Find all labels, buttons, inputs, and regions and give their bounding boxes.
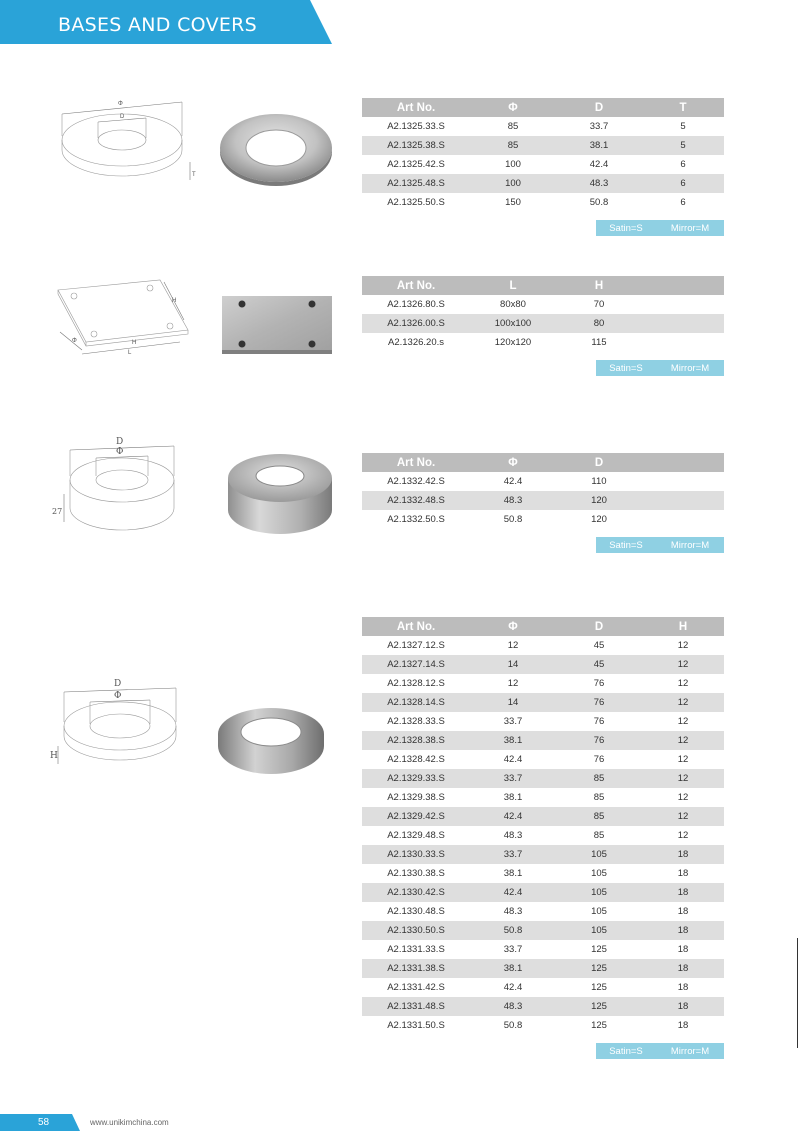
drawing-label-h: 27 [52,507,63,516]
table-cell: 110 [591,476,607,487]
table-cell: 85 [593,811,605,822]
mirror-label: Mirror=M [670,222,710,234]
drawing-label-h2: H [132,340,137,346]
table-row [362,845,724,864]
table-cell: 14 [507,659,519,670]
table-header-row [362,617,724,636]
table-cell: 125 [591,1020,607,1031]
page-title: BASES AND COVERS [58,14,258,36]
table-cell: A2.1327.14.S [387,659,445,670]
table-cell: A2.1325.38.S [387,140,445,151]
table-cell: A2.1332.48.S [387,495,445,506]
table-cell: 33.7 [589,121,609,132]
table-row [362,940,724,959]
table-cell: 18 [677,963,689,974]
table-cell: 18 [677,1020,689,1031]
table-cell: A2.1327.12.S [387,640,445,651]
table-cell: 125 [591,963,607,974]
col-header: Art No. [396,101,436,114]
table-cell: 120 [591,495,607,506]
table-cell: 18 [677,906,689,917]
table-cell: 18 [677,982,689,993]
col-header: Art No. [396,279,436,292]
col-header: Art No. [396,620,436,633]
table-row [362,731,724,750]
table-cell: 6 [680,159,686,170]
table-cell: 120x120 [494,337,532,348]
table-row [362,807,724,826]
table-row [362,902,724,921]
table-cell: 12 [677,716,689,727]
satin-label: Satin=S [609,1045,643,1057]
table-cell: A2.1332.42.S [387,476,445,487]
flat-cover-photo [214,706,328,778]
table-row [362,333,724,352]
mirror-label: Mirror=M [670,539,710,551]
col-header: Φ [508,456,518,469]
table-cell: A2.1330.42.S [387,887,445,898]
table-cell: 76 [593,735,605,746]
drawing-label-t: T [192,172,196,178]
table-cell: 42.4 [503,476,523,487]
table-cell: 85 [593,792,605,803]
table-cell: 85 [507,121,519,132]
table-cell: 76 [593,754,605,765]
table-cell: 14 [507,697,519,708]
table-cell: 12 [507,640,519,651]
table-cell: 125 [591,1001,607,1012]
table-cell: 12 [677,640,689,651]
table-cell: A2.1328.42.S [387,754,445,765]
finish-legend [596,360,724,376]
table-row [362,978,724,997]
table-cell: 33.7 [503,716,523,727]
table-cell: 100 [505,159,521,170]
spec-table-4 [362,617,724,1035]
table-row [362,883,724,902]
table-row [362,750,724,769]
table-row [362,636,724,655]
drawing-label-phi: Φ [118,101,123,107]
table-cell: 105 [591,906,607,917]
table-row [362,193,724,212]
table-cell: 45 [593,659,605,670]
table-cell: 85 [507,140,519,151]
table-cell: 105 [591,849,607,860]
table-cell: 12 [677,792,689,803]
base-plate-drawing [52,92,202,192]
table-cell: 50.8 [503,925,523,936]
table-cell: 50.8 [589,197,609,208]
table-row [362,491,724,510]
table-cell: 12 [677,811,689,822]
table-cell: A2.1332.50.S [387,514,445,525]
satin-label: Satin=S [609,222,643,234]
table-cell: A2.1331.42.S [387,982,445,993]
finish-legend [596,537,724,553]
table-row [362,921,724,940]
table-cell: A2.1331.48.S [387,1001,445,1012]
table-cell: 80x80 [500,299,526,310]
drawing-label-h: H [172,298,177,304]
col-header: Art No. [396,456,436,469]
table-cell: 12 [677,773,689,784]
table-cell: 85 [593,830,605,841]
table-cell: 115 [591,337,607,348]
satin-label: Satin=S [609,362,643,374]
table-cell: 42.4 [503,754,523,765]
table-cell: 48.3 [503,1001,523,1012]
table-cell: 12 [677,659,689,670]
table-cell: 12 [677,697,689,708]
table-cell: 42.4 [589,159,609,170]
table-row [362,693,724,712]
finish-legend [596,220,724,236]
table-cell: 50.8 [503,514,523,525]
base-plate-photo [216,110,336,190]
table-cell: 76 [593,678,605,689]
table-cell: 48.3 [589,178,609,189]
table-cell: A2.1326.80.S [387,299,445,310]
table-row [362,959,724,978]
col-header: D [594,456,604,469]
table-cell: 5 [680,140,686,151]
table-cell: 125 [591,944,607,955]
table-cell: 33.7 [503,944,523,955]
table-cell: 85 [593,773,605,784]
website-link[interactable]: www.unikimchina.com [90,1118,169,1127]
table-row [362,826,724,845]
table-cell: A2.1326.00.S [387,318,445,329]
table-cell: 45 [593,640,605,651]
col-header: H [594,279,604,292]
table-row [362,314,724,333]
table-cell: 150 [505,197,521,208]
table-cell: 105 [591,887,607,898]
table-cell: 6 [680,178,686,189]
table-cell: A2.1326.20.s [388,337,444,348]
table-cell: 18 [677,849,689,860]
table-cell: 48.3 [503,830,523,841]
table-cell: A2.1329.33.S [387,773,445,784]
table-cell: 33.7 [503,849,523,860]
drawing-label-h: H [50,751,58,761]
flat-cover-drawing [50,672,200,782]
drawing-label-d: D [114,679,122,689]
table-cell: 125 [591,982,607,993]
table-cell: A2.1328.14.S [387,697,445,708]
drawing-label-d: D [120,114,125,120]
table-row [362,655,724,674]
table-cell: 12 [507,678,519,689]
table-cell: A2.1325.48.S [387,178,445,189]
col-header: H [678,620,688,633]
table-cell: 38.1 [589,140,609,151]
table-cell: A2.1325.33.S [387,121,445,132]
table-row [362,155,724,174]
spec-table-3 [362,453,724,529]
table-row [362,864,724,883]
page-number: 58 [38,1117,50,1128]
table-cell: 18 [677,925,689,936]
table-cell: A2.1330.38.S [387,868,445,879]
table-row [362,674,724,693]
drawing-label-d: D [116,437,124,447]
table-row [362,174,724,193]
table-header-row [362,276,724,295]
table-row [362,788,724,807]
table-cell: 42.4 [503,887,523,898]
table-cell: 12 [677,754,689,765]
satin-label: Satin=S [609,539,643,551]
table-row [362,472,724,491]
table-cell: A2.1329.38.S [387,792,445,803]
table-cell: A2.1328.38.S [387,735,445,746]
table-cell: 42.4 [503,811,523,822]
table-cell: 48.3 [503,495,523,506]
drawing-label-phi: Φ [72,338,77,344]
table-row [362,295,724,314]
table-cell: 6 [680,197,686,208]
table-cell: 76 [593,697,605,708]
table-row [362,136,724,155]
col-header: L [509,279,517,292]
col-header: Φ [508,101,518,114]
table-cell: 18 [677,887,689,898]
table-cell: 18 [677,944,689,955]
table-cell: 42.4 [503,982,523,993]
table-cell: A2.1330.48.S [387,906,445,917]
table-header-row [362,453,724,472]
table-cell: 38.1 [503,792,523,803]
table-cell: A2.1325.50.S [387,197,445,208]
table-cell: 12 [677,830,689,841]
table-row [362,712,724,731]
table-cell: A2.1331.50.S [387,1020,445,1031]
mirror-label: Mirror=M [670,362,710,374]
square-plate-photo [220,294,336,358]
table-cell: A2.1329.48.S [387,830,445,841]
table-cell: 100x100 [494,318,532,329]
table-cell: 12 [677,735,689,746]
spec-table-2 [362,276,724,352]
table-row [362,997,724,1016]
table-cell: 18 [677,1001,689,1012]
table-cell: 105 [591,925,607,936]
table-cell: 18 [677,868,689,879]
table-cell: 80 [593,318,605,329]
table-cell: A2.1325.42.S [387,159,445,170]
table-cell: A2.1328.33.S [387,716,445,727]
square-plate-drawing [52,272,202,362]
margin-rule [797,938,798,1048]
table-row [362,1016,724,1035]
drawing-label-l: L [128,350,132,356]
table-cell: 70 [593,299,605,310]
table-cell: 12 [677,678,689,689]
col-header: D [594,101,604,114]
table-cell: 38.1 [503,735,523,746]
table-cell: A2.1328.12.S [387,678,445,689]
table-cell: 120 [591,514,607,525]
table-cell: A2.1330.50.S [387,925,445,936]
table-cell: 38.1 [503,963,523,974]
table-cell: 48.3 [503,906,523,917]
table-cell: 100 [505,178,521,189]
table-row [362,769,724,788]
table-cell: A2.1329.42.S [387,811,445,822]
col-header: D [594,620,604,633]
table-row [362,117,724,136]
deep-cover-drawing [52,432,202,542]
table-cell: A2.1331.38.S [387,963,445,974]
table-header-row [362,98,724,117]
col-header: T [679,101,687,114]
drawing-label-phi: Φ [116,447,124,457]
drawing-label-phi: Φ [114,691,122,701]
finish-legend [596,1043,724,1059]
table-cell: A2.1330.33.S [387,849,445,860]
table-cell: 38.1 [503,868,523,879]
table-cell: 50.8 [503,1020,523,1031]
table-cell: 105 [591,868,607,879]
mirror-label: Mirror=M [670,1045,710,1057]
table-cell: 33.7 [503,773,523,784]
deep-cover-photo [224,452,336,540]
table-cell: A2.1331.33.S [387,944,445,955]
table-cell: 5 [680,121,686,132]
table-cell: 76 [593,716,605,727]
spec-table-1 [362,98,724,212]
col-header: Φ [508,620,518,633]
table-row [362,510,724,529]
